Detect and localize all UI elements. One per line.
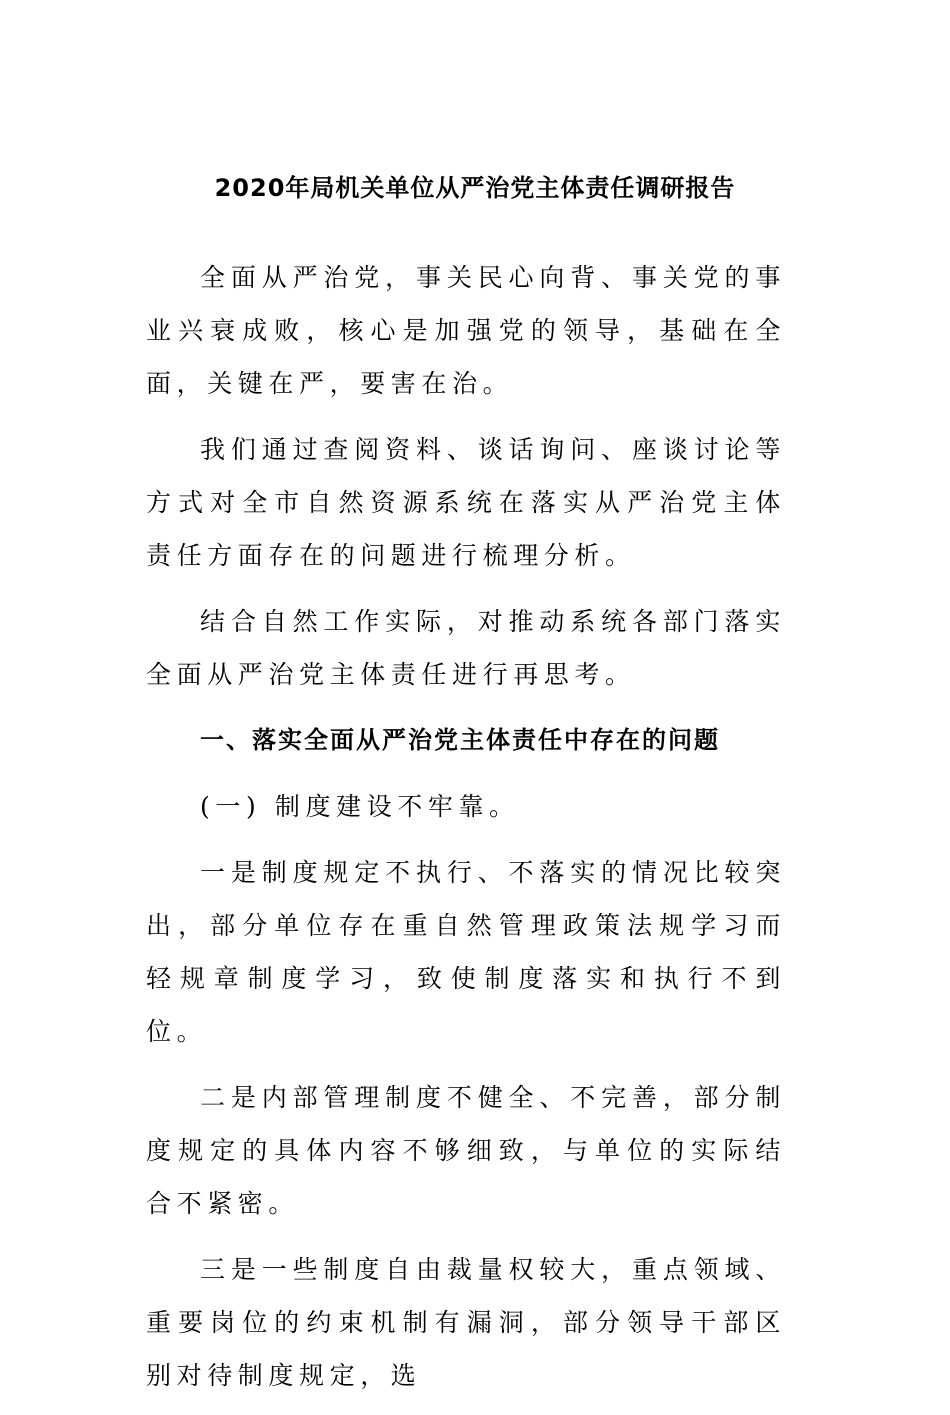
section-heading: 一、落实全面从严治党主体责任中存在的问题 [200, 726, 720, 754]
paragraph: 三是一些制度自由裁量权较大，重点领域、重要岗位的约束机制有漏洞，部分领导干部区别对待制度规定，选 [146, 1255, 786, 1390]
document-body [146, 251, 786, 1415]
paragraph: 我们通过查阅资料、谈话询问、座谈讨论等方式对全市自然资源系统在落实从严治党主体责任方面存在的问题进行梳理分析。 [146, 435, 786, 570]
paragraph: 结合自然工作实际，对推动系统各部门落实全面从严治党主体责任进行再思考。 [146, 607, 786, 689]
paragraph: 二是内部管理制度不健全、不完善，部分制度规定的具体内容不够细致，与单位的实际结合不紧密。 [146, 1083, 786, 1218]
subsection-heading: (一) 制度建设不牢靠。 [200, 792, 520, 821]
document-title: 2020年局机关单位从严治党主体责任调研报告 [214, 174, 736, 202]
paragraph: 一是制度规定不执行、不落实的情况比较突出，部分单位存在重自然管理政策法规学习而轻规章制度学习，致使制度落实和执行不到位。 [146, 858, 786, 1046]
paragraph: 全面从严治党，事关民心向背、事关党的事业兴衰成败，核心是加强党的领导，基础在全面，关键在严，要害在治。 [146, 263, 786, 398]
